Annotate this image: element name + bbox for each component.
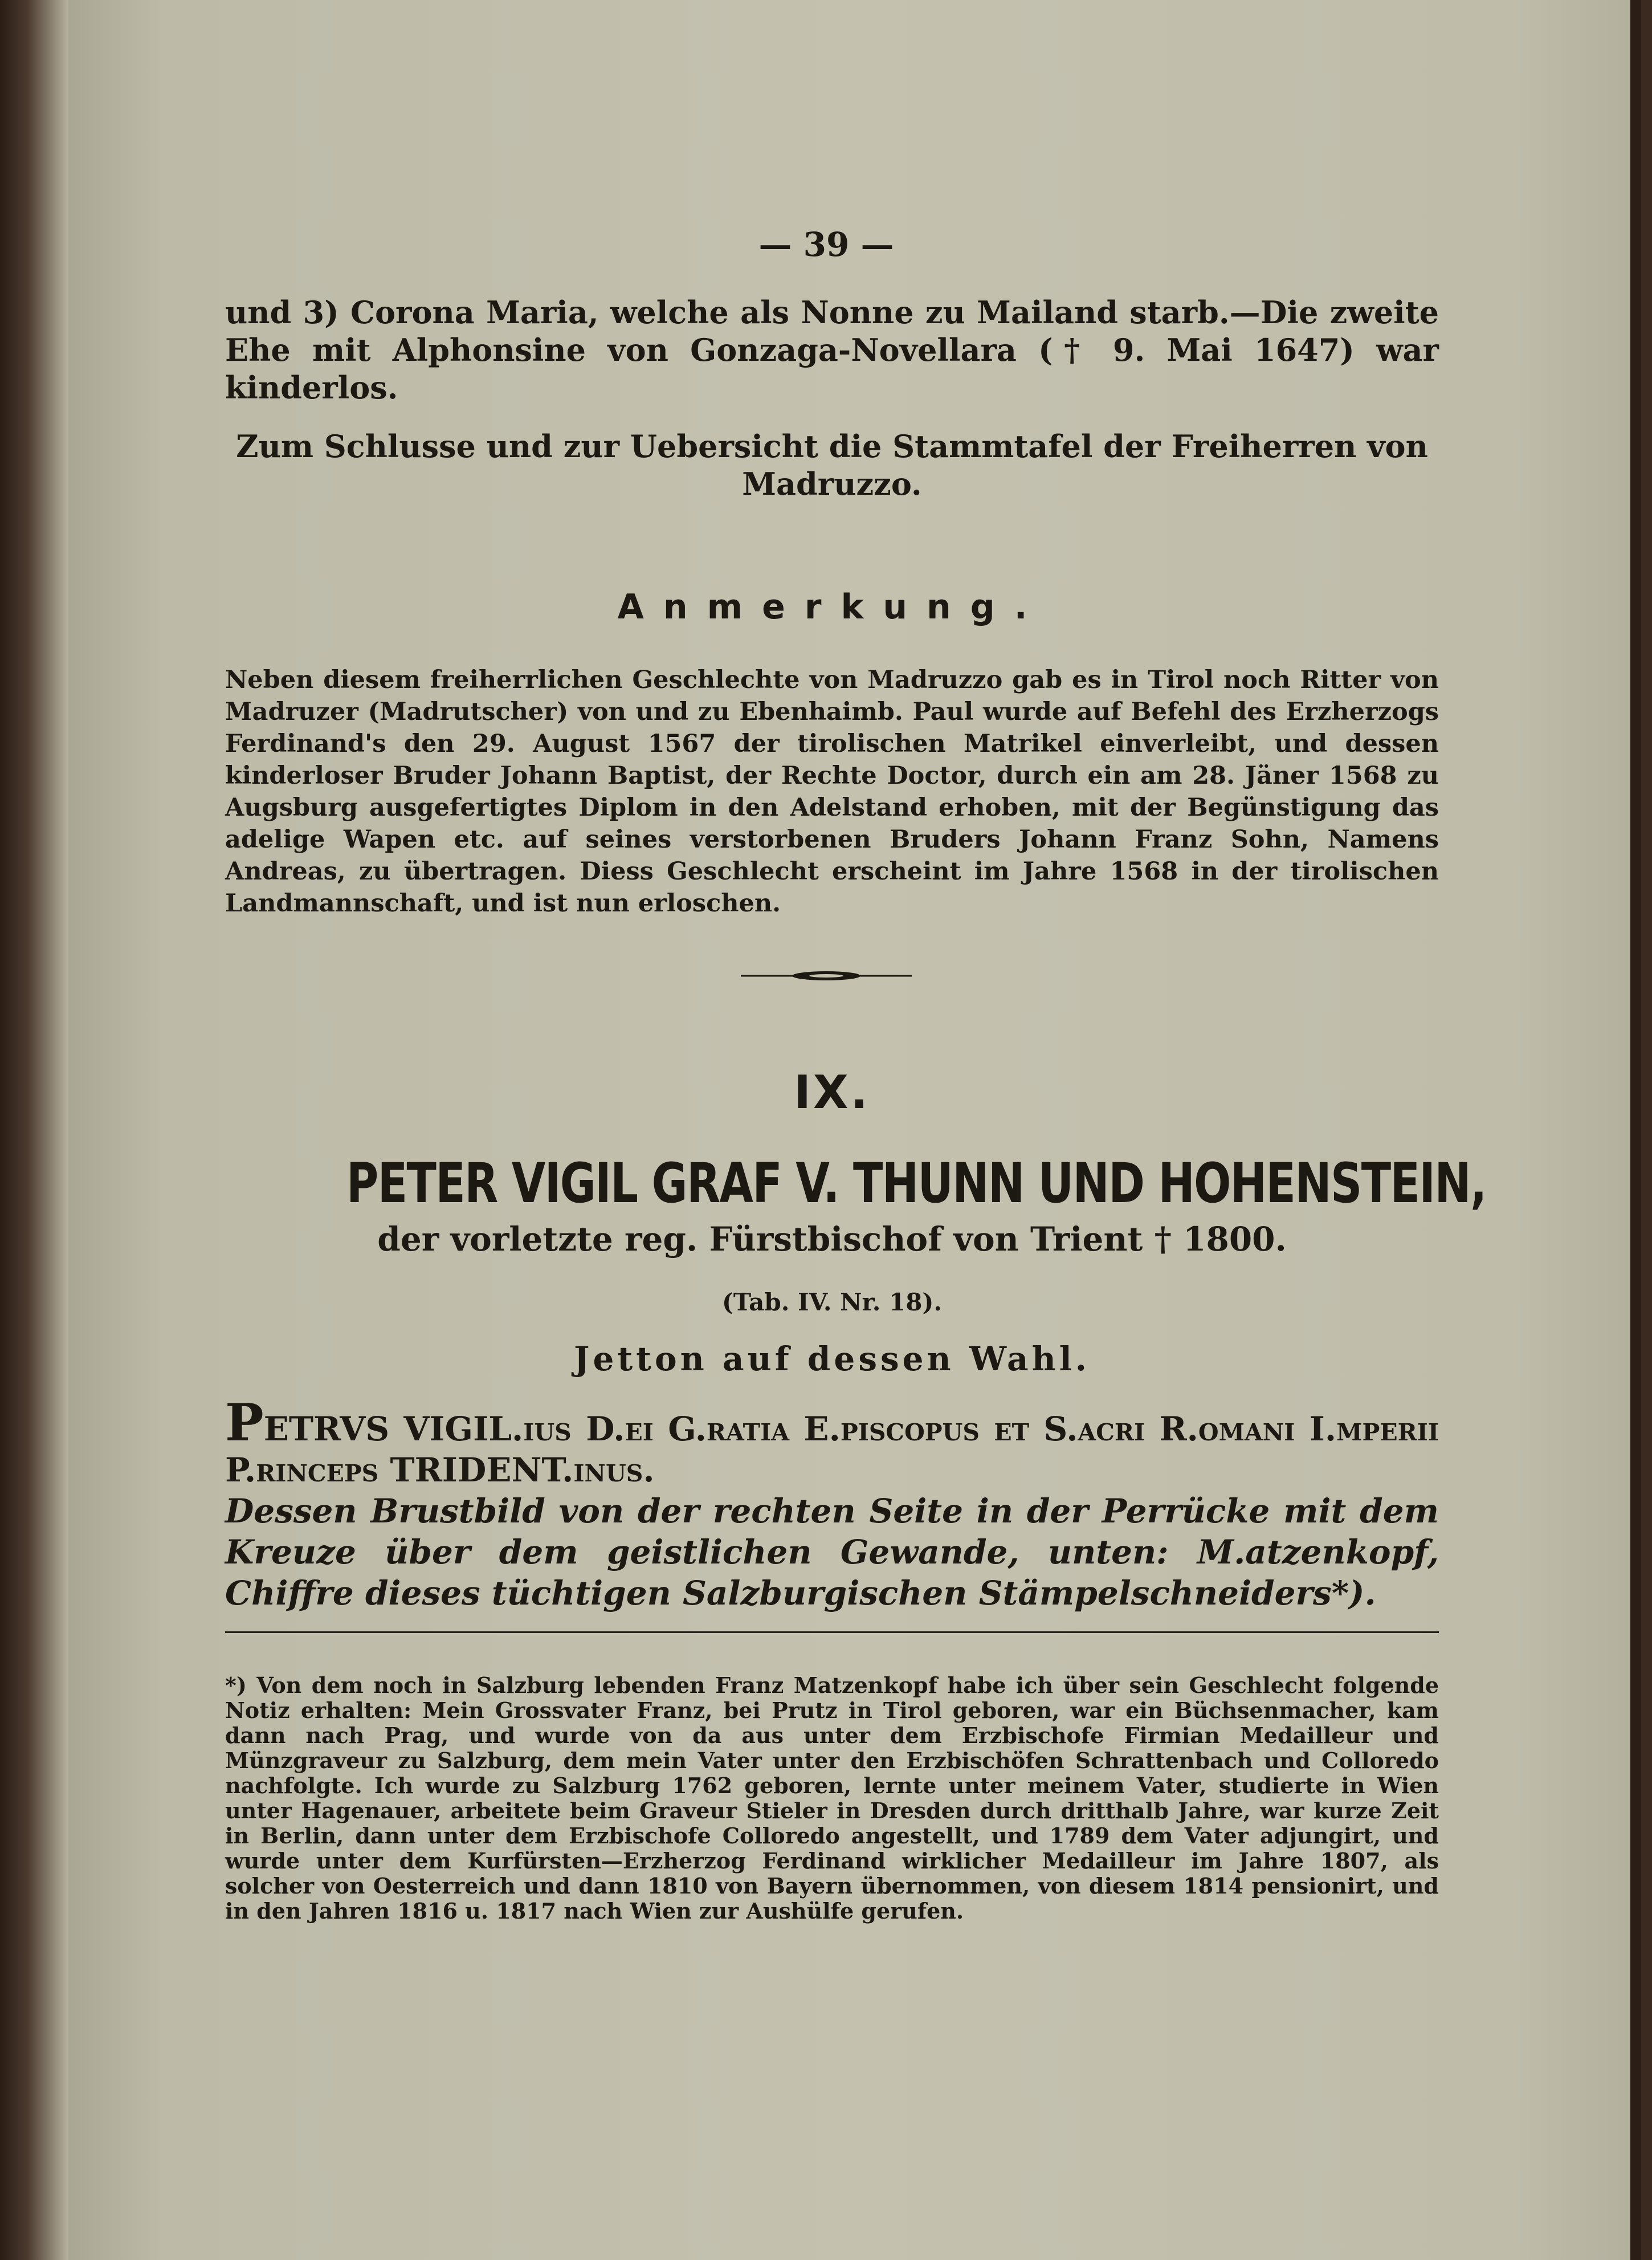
section-number: IX. [794, 1066, 870, 1119]
stammtafel-conclusion: Zum Schlusse und zur Uebersicht die Stammtafel der Freiherren von Madruzzo. [236, 428, 1428, 502]
table-reference: (Tab. IV. Nr. 18). [722, 1288, 942, 1316]
footnote-text: *) Von dem noch in Salzburg lebenden Franz Matzenkopf habe ich über sein Geschlecht folgende Notiz erhalten: Mein Grossvater Franz, bei Prutz in Tirol geboren, war ein Büchsenmacher, kam dann nach Prag, und wurde von da aus unter dem Erzbischofe Firmian Medailleur und Münzgraveur zu Salzburg, dem mein Vater unter den Erzbischöfen Schrattenbach und Colloredo nachfolgte. Ich wurde zu Salzburg 1762 geboren, lernte unter meinem Vater, studierte in Wien unter Hagenauer, arbeitete beim Graveur Stieler in Dresden durch dritthalb Jahre, war kurze Zeit in Berlin, dann unter dem Erzbischofe Colloredo angestellt, und 1789 dem Vater adjungirt, und wurde unter dem Kurfürsten—Erzherzog Ferdinand wirklicher Medailleur im Jahre 1807, als solcher von Oesterreich und dann 1810 von Bayern übernommen, von diesem 1814 pensionirt, und in den Jahren 1816 u. 1817 nach Wien zur Aushülfe gerufen. [225, 1672, 1439, 1924]
jetton-heading: Jetton auf dessen Wahl. [574, 1339, 1090, 1378]
section-title: PETER VIGIL GRAF V. THUNN UND HOHENSTEIN, [346, 1151, 1486, 1215]
page-number: — 39 — [758, 225, 894, 264]
page-edge [1630, 0, 1641, 2260]
coin-legend [225, 1392, 1439, 1614]
footnote-rule [225, 1631, 1439, 1633]
ornament-divider-icon [741, 969, 912, 983]
section-subtitle: der vorletzte reg. Fürstbischof von Trient † 1800. [377, 1220, 1287, 1259]
intro-paragraph: und 3) Corona Maria, welche als Nonne zu Mailand starb.—Die zweite Ehe mit Alphonsine von Gonzaga-Novellara († 9. Mai 1647) war kinderlos. [225, 294, 1439, 406]
book-spine [0, 0, 68, 2260]
anmerkung-text: Neben diesem freiherrlichen Geschlechte von Madruzzo gab es in Tirol noch Ritter von Madruzer (Madrutscher) von und zu Ebenhaimb. Paul wurde auf Befehl des Erzherzogs Ferdinand's den 29. August 1567 der tirolischen Matrikel einverleibt, und dessen kinderloser Bruder Johann Baptist, der Rechte Doctor, durch ein am 28. Jäner 1568 zu Augsburg ausgefertigtes Diplom in den Adelstand erhoben, mit der Begünstigung das adelige Wapen etc. auf seines verstorbenen Bruders Johann Franz Sohn, Namens Andreas, zu übertragen. Diess Geschlecht erscheint im Jahre 1568 in der tirolischen Landmannschaft, und ist nun erloschen. [225, 666, 1439, 918]
legend-initial: P [225, 1392, 264, 1453]
legend-inscription: ETRVS VIGIL.ius D.ei G.ratia E.piscopus et S.acri R.omani I.mperii P.rinceps TRIDENT.inus. [225, 1410, 1439, 1489]
anmerkung-heading: Anmerkung. [617, 587, 1047, 627]
legend-description: Dessen Brustbild von der rechten Seite in der Perrücke mit dem Kreuze über dem geistlichen Gewande, unten: M.atzenkopf, Chiffre dieses tüchtigen Salzburgischen Stämpelschneiders*). [225, 1492, 1439, 1612]
